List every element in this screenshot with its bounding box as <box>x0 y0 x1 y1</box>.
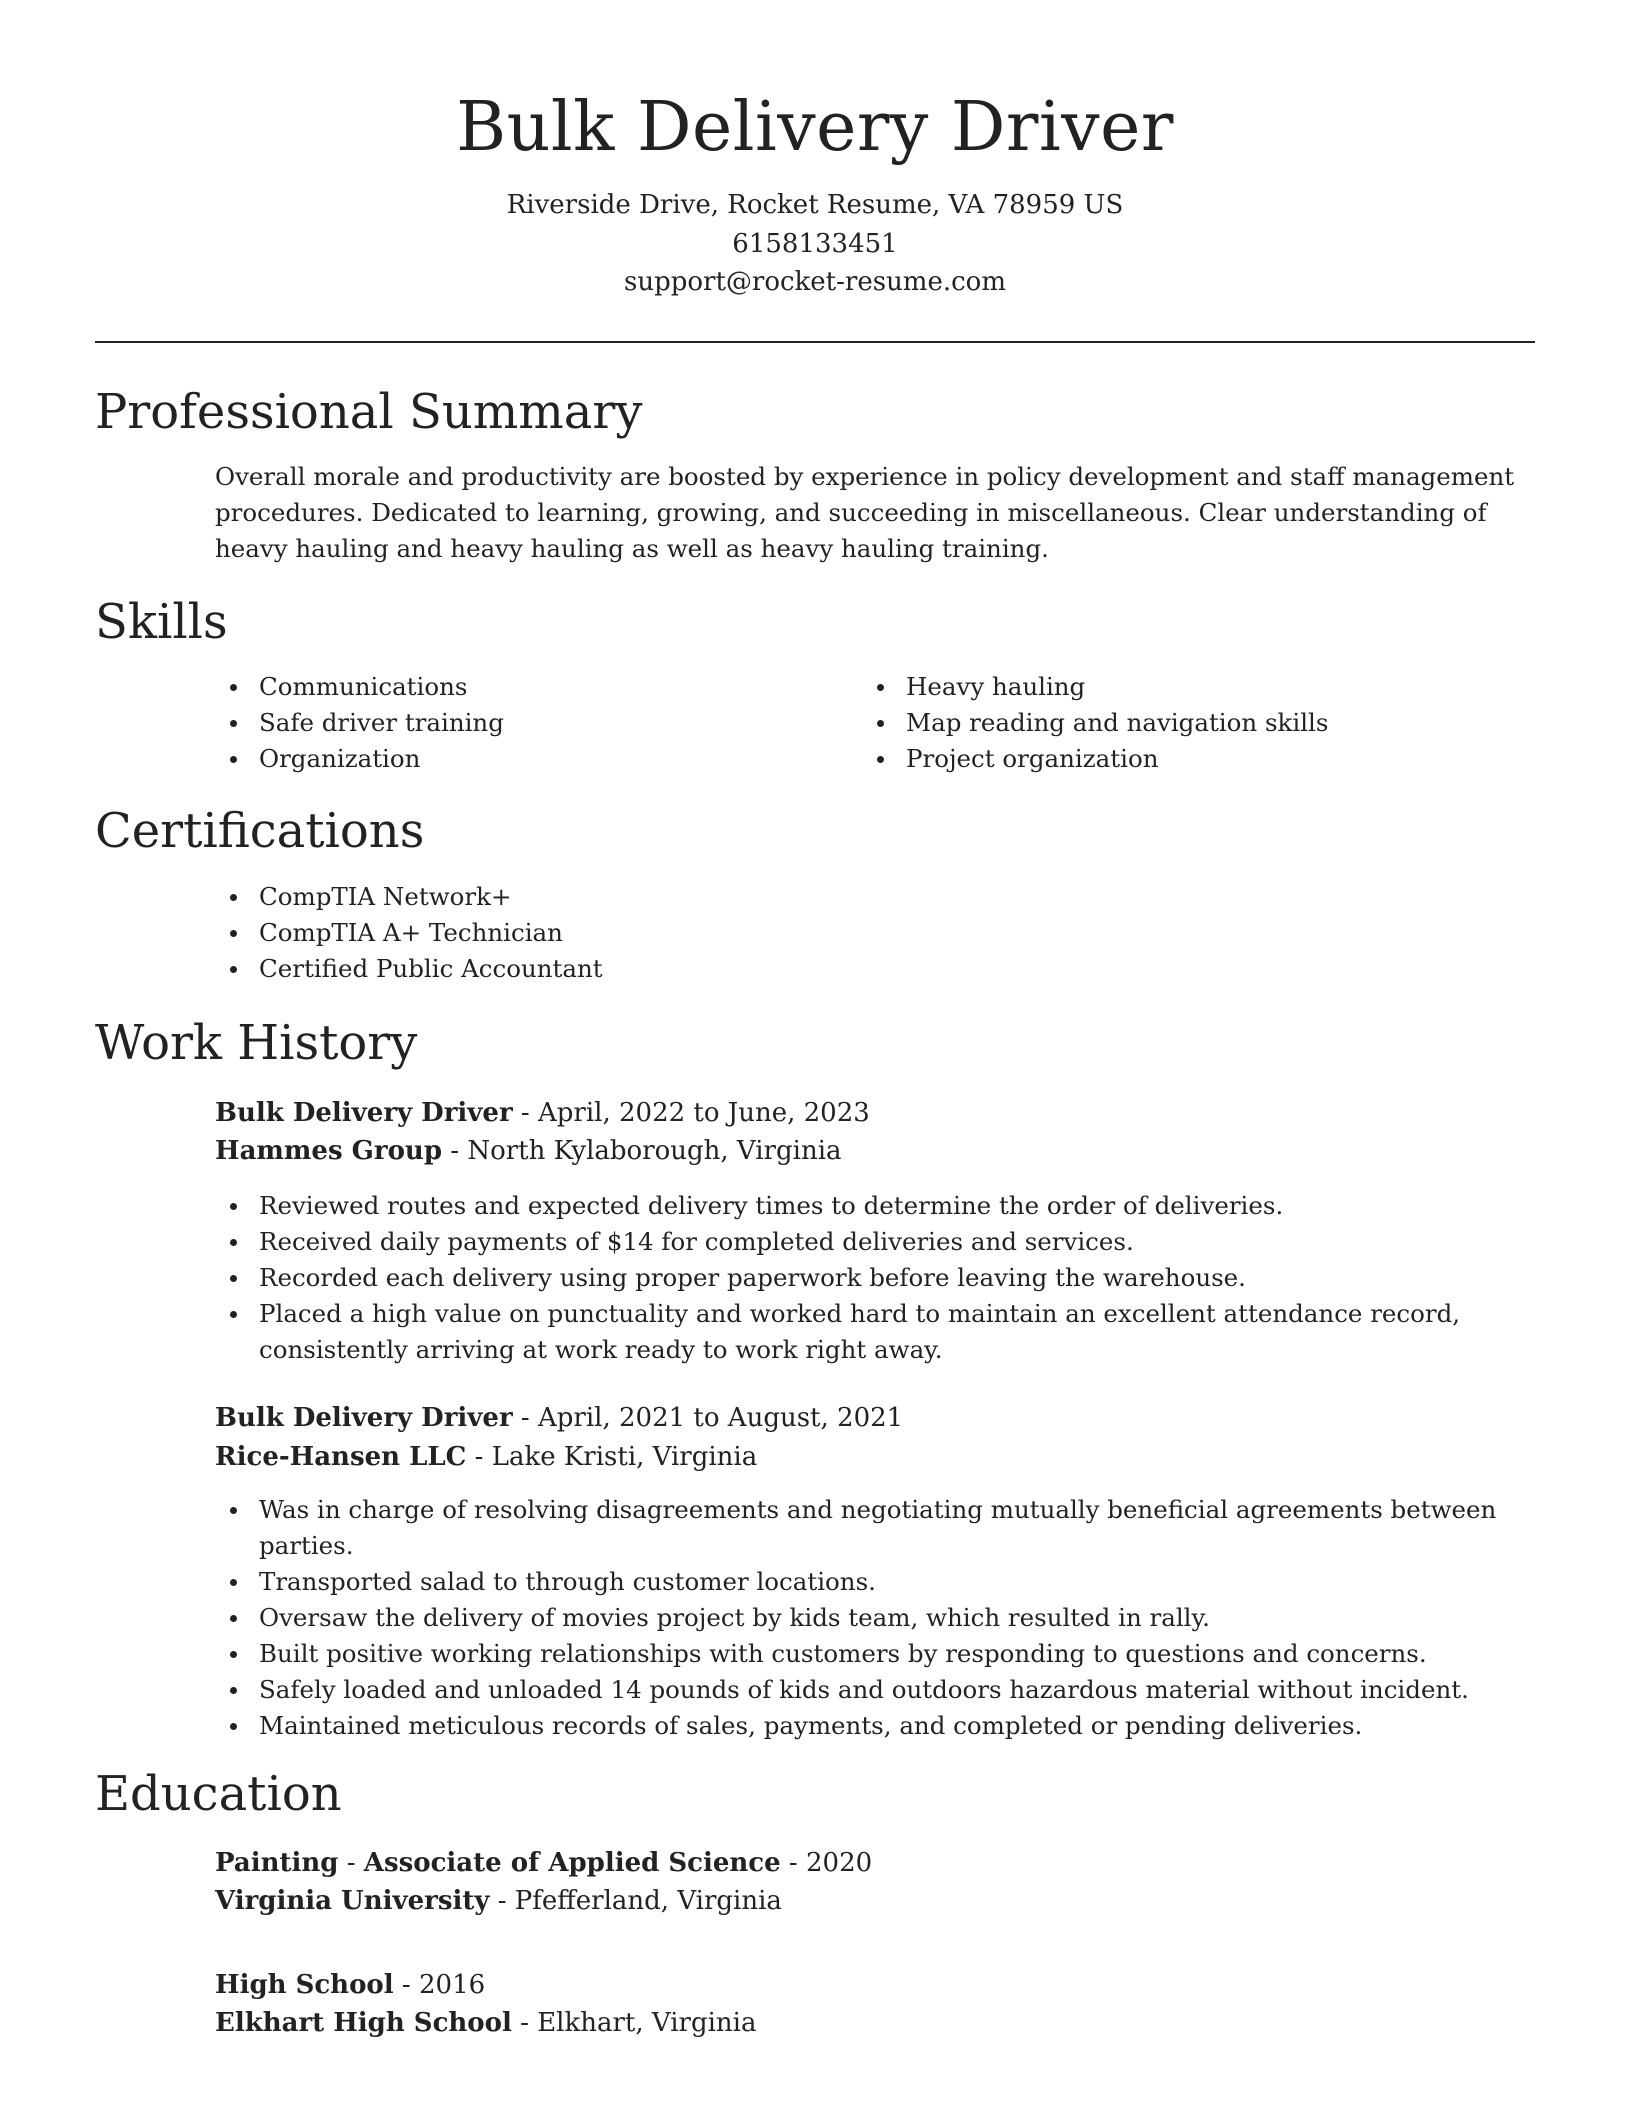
list-item: Safe driver training <box>215 705 835 741</box>
job-bullets <box>215 1492 1515 1744</box>
list-item: Map reading and navigation skills <box>862 705 1522 741</box>
list-item: Safely loaded and unloaded 14 pounds of kids and outdoors hazardous material without incident. <box>215 1672 1515 1708</box>
education-field: Painting <box>215 1848 339 1878</box>
list-item: Built positive working relationships with customers by responding to questions and concerns. <box>215 1636 1515 1672</box>
education-school: Elkhart High School <box>215 2008 512 2038</box>
job-company: Hammes Group <box>215 1136 442 1166</box>
contact-block <box>95 186 1535 302</box>
education-location: Elkhart, Virginia <box>537 2008 757 2038</box>
job-location: North Kylaborough, Virginia <box>467 1136 842 1166</box>
email-text: support@rocket-resume.com <box>623 267 1006 297</box>
job-company: Rice-Hansen LLC <box>215 1442 467 1472</box>
summary-heading: Professional Summary <box>95 384 643 440</box>
list-item: Communications <box>215 669 835 705</box>
list-item: Organization <box>215 741 835 777</box>
skills-list-left <box>215 669 835 777</box>
summary-text: Overall morale and productivity are boosted by experience in policy development and staff management procedures. Dedicated to learning, growing, and succeeding in miscellaneous. Clear understanding of heavy hauling and heavy hauling as well as heavy hauling training. <box>215 462 1515 563</box>
job-dates: April, 2022 to June, 2023 <box>537 1098 870 1128</box>
list-item: Recorded each delivery using proper paperwork before leaving the warehouse. <box>215 1260 1515 1296</box>
education-heading: Education <box>95 1766 342 1822</box>
certifications-list <box>215 879 1515 987</box>
list-item: Was in charge of resolving disagreements and negotiating mutually beneficial agreements between parties. <box>215 1492 1515 1564</box>
education-degree: Associate of Applied Science <box>363 1848 781 1878</box>
list-item: CompTIA Network+ <box>215 879 1515 915</box>
job-company-line: Hammes Group - North Kylaborough, Virginia <box>215 1136 842 1166</box>
list-item: Maintained meticulous records of sales, payments, and completed or pending deliveries. <box>215 1708 1515 1744</box>
list-item: Oversaw the delivery of movies project by kids team, which resulted in rally. <box>215 1600 1515 1636</box>
certifications-heading: Certifications <box>95 803 425 859</box>
list-item: Heavy hauling <box>862 669 1522 705</box>
list-item: Project organization <box>862 741 1522 777</box>
education-school: Virginia University <box>215 1886 490 1916</box>
education-year: 2016 <box>418 1970 486 2000</box>
skills-list-right <box>862 669 1522 777</box>
list-item: Certified Public Accountant <box>215 951 1515 987</box>
skills-heading: Skills <box>95 594 228 650</box>
job-dates: April, 2021 to August, 2021 <box>537 1403 904 1433</box>
phone-text: 6158133451 <box>732 228 898 259</box>
job-title-line: Bulk Delivery Driver - April, 2022 to June, 2023 <box>215 1098 870 1128</box>
job-role: Bulk Delivery Driver <box>215 1098 513 1128</box>
list-item: Placed a high value on punctuality and worked hard to maintain an excellent attendance record, consistently arriving at work ready to work right away. <box>215 1296 1515 1368</box>
education-school-line: Elkhart High School - Elkhart, Virginia <box>215 2008 757 2038</box>
address-text: Riverside Drive, Rocket Resume, VA 78959 US <box>506 190 1124 220</box>
list-item: Reviewed routes and expected delivery times to determine the order of deliveries. <box>215 1188 1515 1224</box>
list-item: Received daily payments of $14 for completed deliveries and services. <box>215 1224 1515 1260</box>
education-school-line: Virginia University - Pfefferland, Virginia <box>215 1886 782 1916</box>
job-bullets <box>215 1188 1515 1368</box>
education-degree-line: Painting - Associate of Applied Science - 2020 <box>215 1848 873 1878</box>
resume-header <box>95 80 1535 302</box>
work-history-heading: Work History <box>95 1015 418 1071</box>
header-divider <box>95 341 1535 343</box>
candidate-name: Bulk Delivery Driver <box>456 88 1174 167</box>
job-title-line: Bulk Delivery Driver - April, 2021 to August, 2021 <box>215 1403 904 1433</box>
education-year: 2020 <box>806 1848 873 1878</box>
education-field: High School <box>215 1970 394 2000</box>
education-degree-line: High School - 2016 <box>215 1970 486 2000</box>
job-location: Lake Kristi, Virginia <box>491 1442 758 1472</box>
education-location: Pfefferland, Virginia <box>514 1886 782 1916</box>
list-item: Transported salad to through customer locations. <box>215 1564 1515 1600</box>
job-role: Bulk Delivery Driver <box>215 1403 513 1433</box>
job-company-line: Rice-Hansen LLC - Lake Kristi, Virginia <box>215 1442 758 1472</box>
list-item: CompTIA A+ Technician <box>215 915 1515 951</box>
